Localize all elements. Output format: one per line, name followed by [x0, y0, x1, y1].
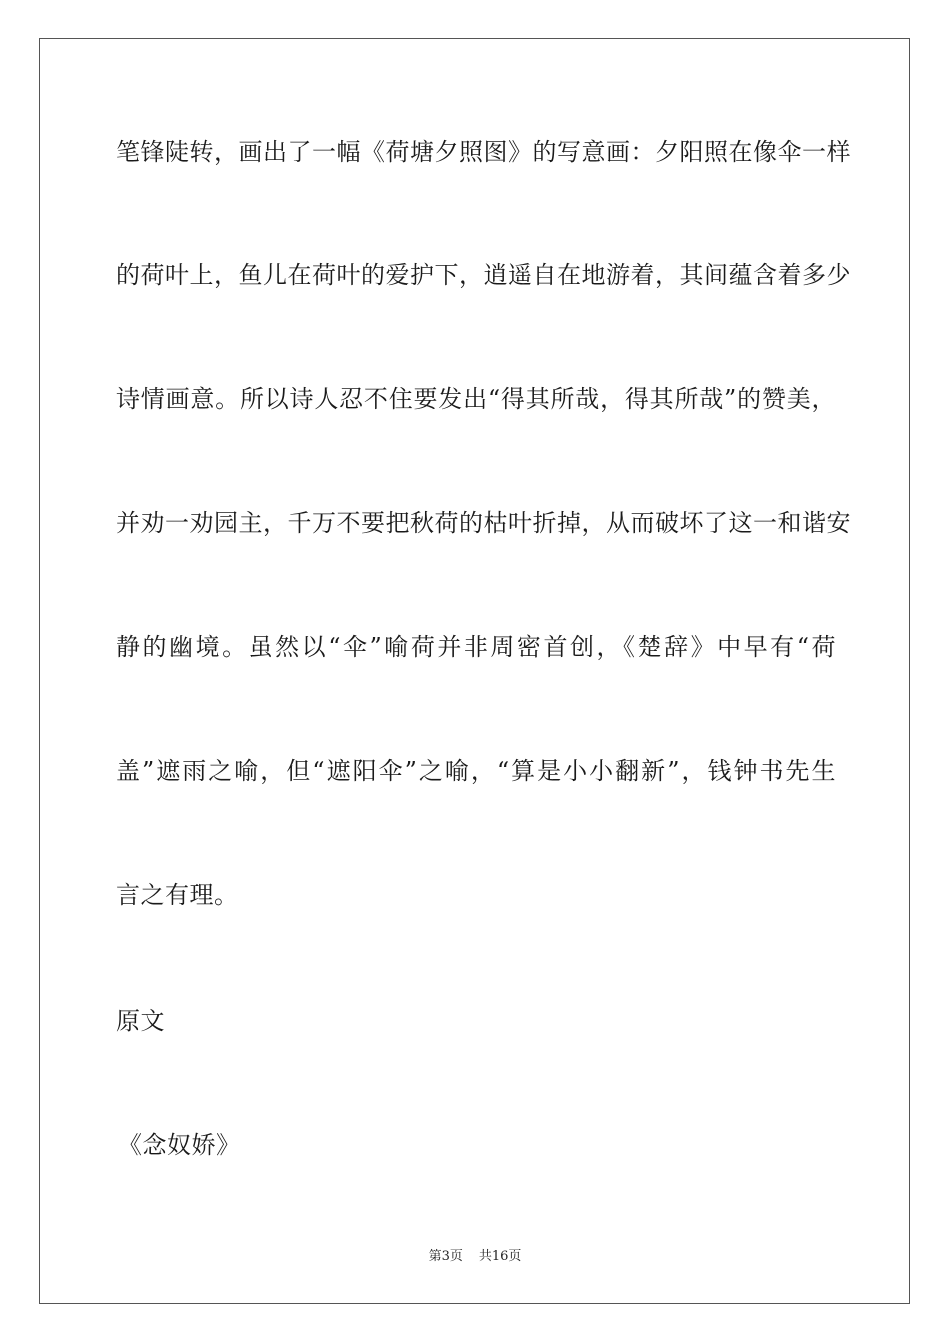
page-border	[39, 38, 910, 1304]
poem-title: 《念奴娇》	[118, 1131, 241, 1159]
paragraph-line-7: 言之有理。	[116, 881, 239, 909]
paragraph-line-4: 并劝一劝园主，千万不要把秋荷的枯叶折掉，从而破坏了这一和谐安	[116, 509, 851, 537]
page-number: 第3页	[428, 1249, 463, 1264]
paragraph-line-6: 盖”遮雨之喻，但“遮阳伞”之喻，“算是小小翻新”，钱钟书先生	[116, 757, 836, 785]
paragraph-line-3: 诗情画意。所以诗人忍不住要发出“得其所哉，得其所哉”的赞美，	[116, 385, 836, 413]
paragraph-line-5: 静的幽境。虽然以“伞”喻荷并非周密首创，《楚辞》中早有“荷	[116, 633, 836, 661]
page-footer	[0, 1248, 950, 1266]
total-pages: 共16页	[478, 1249, 522, 1264]
paragraph-line-1: 笔锋陡转，画出了一幅《荷塘夕照图》的写意画：夕阳照在像伞一样	[116, 138, 851, 166]
paragraph-line-2: 的荷叶上，鱼儿在荷叶的爱护下，逍遥自在地游着，其间蕴含着多少	[116, 261, 851, 289]
section-heading: 原文	[116, 1007, 165, 1035]
